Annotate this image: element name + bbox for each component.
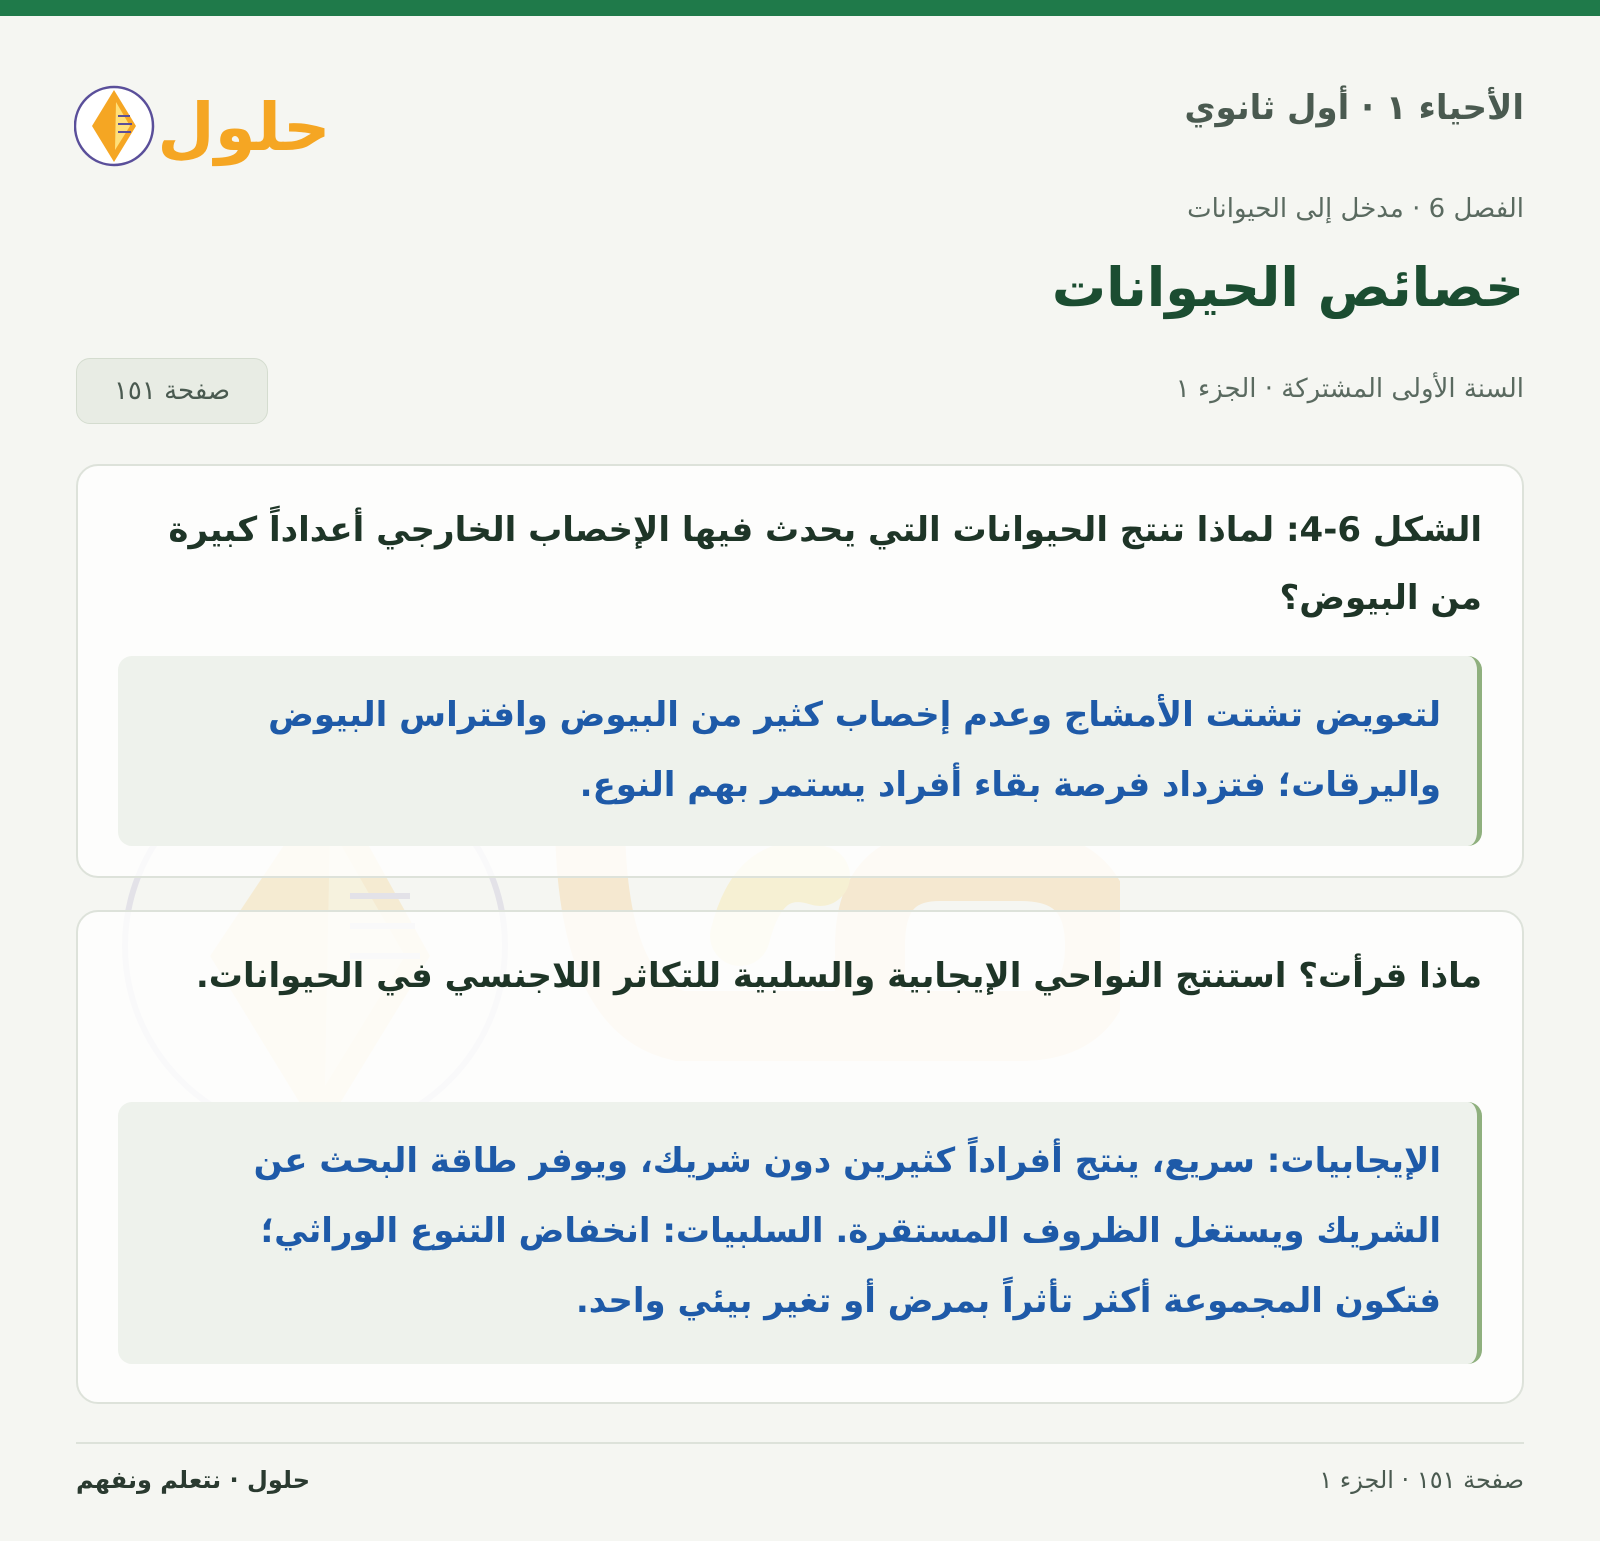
page-title: خصائص الحيوانات [1051,256,1524,319]
chapter-label: الفصل 6 · مدخل إلى الحيوانات [1187,194,1524,224]
question-text: ماذا قرأت؟ استنتج النواحي الإيجابية والسلبية للتكاثر اللاجنسي في الحيوانات. [195,956,1482,996]
page-number-badge: صفحة ١٥١ [76,358,268,424]
brand-logo[interactable] [74,68,334,172]
subject-title: الأحياء ١ · أول ثانوي [1184,88,1524,128]
answer-box: لتعويض تشتت الأمشاج وعدم إخصاب كثير من البيوض وافتراس البيوض واليرقات؛ فتزداد فرصة بقاء أفراد يستمر بهم النوع. [118,656,1482,846]
footer-page-info: صفحة ١٥١ · الجزء ١ [1319,1466,1524,1494]
footer-brand: حلول · نتعلم ونفهم [76,1466,310,1494]
top-accent-bar [0,0,1600,16]
grade-part-label: السنة الأولى المشتركة · الجزء ١ [1175,374,1524,404]
page [0,16,1600,1541]
logo-text: حلول [157,89,331,166]
question-card [76,464,1524,878]
footer-divider [76,1442,1524,1444]
pencil-diamond-logo-icon [74,68,334,172]
question-text: الشكل 6-4: لماذا تنتج الحيوانات التي يحدث فيها الإخصاب الخارجي أعداداً كبيرة من البيوض؟ [168,510,1482,618]
answer-box: الإيجابيات: سريع، ينتج أفراداً كثيرين دون شريك، ويوفر طاقة البحث عن الشريك ويستغل الظروف المستقرة. السلبيات: انخفاض التنوع الوراثي؛ فتكون المجموعة أكثر تأثراً بمرض أو تغير بيئي واحد. [118,1102,1482,1364]
question-card [76,910,1524,1404]
